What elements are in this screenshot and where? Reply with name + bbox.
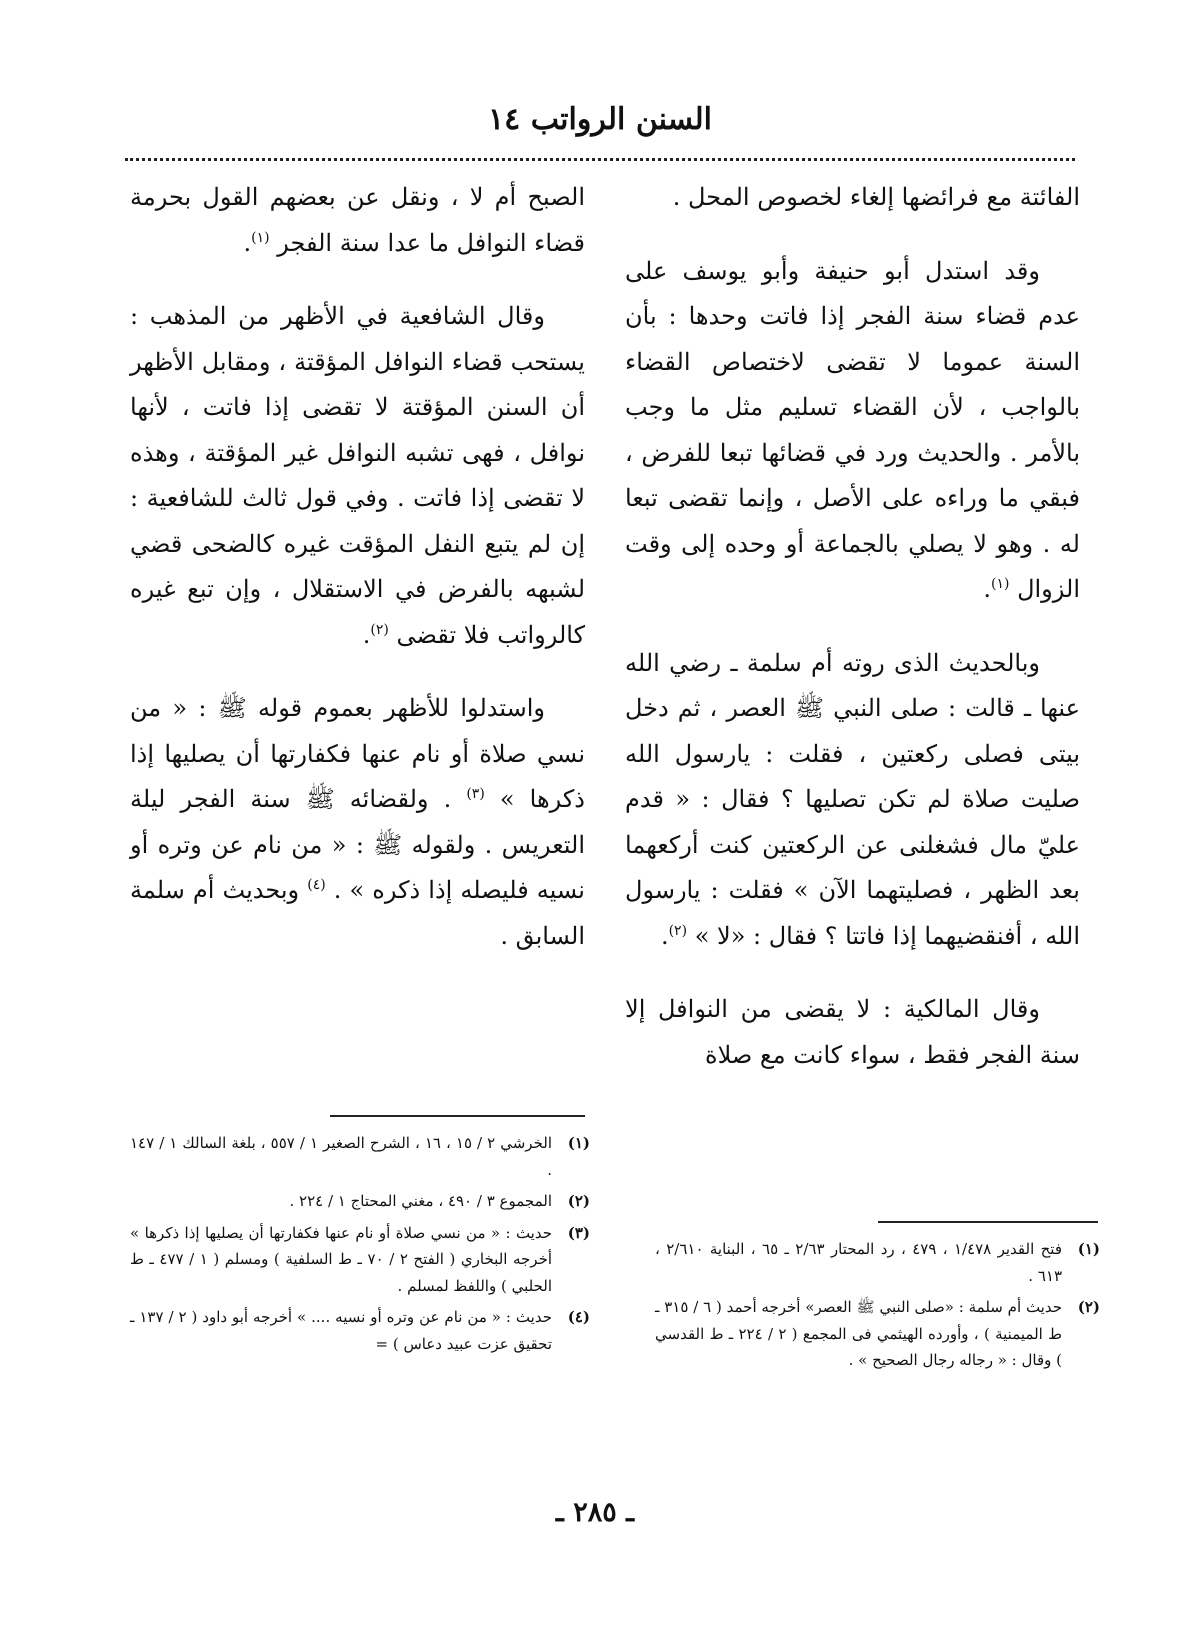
footnote <box>130 1188 590 1215</box>
footnote-marker: (٢) <box>370 621 389 638</box>
footnote-number: (١) <box>567 1134 590 1152</box>
footnote-text: المجموع ٣ / ٤٩٠ ، مغني المحتاج ١ / ٢٢٤ . <box>289 1192 552 1210</box>
paragraph-text: وبحديث أم سلمة السابق . <box>130 876 585 950</box>
right-paragraph-4 <box>625 987 1080 1078</box>
footnote-number: (٤) <box>567 1308 590 1326</box>
paragraph-end-punctuation: . <box>362 620 371 649</box>
footnote-number: (٣) <box>567 1223 590 1242</box>
paragraph-end-punctuation: . <box>243 228 252 257</box>
paragraph-text: واستدلوا للأظهر بعموم قوله ﷺ : « من نسي صلاة أو نام عنها فكفارتها أن يصليها إذا ذكرها » <box>130 694 585 813</box>
paragraph-text: . ولقضائه ﷺ سنة الفجر ليلة التعريس . ولقوله ﷺ : « من نام عن وتره أو نسيه فليصله إذا ذكره » . <box>130 785 585 904</box>
page-number: ـ ٢٨٥ ـ <box>555 1497 635 1528</box>
right-paragraph-3 <box>625 641 1080 960</box>
right-footnote-separator <box>878 1221 1098 1223</box>
left-text-column <box>130 175 585 959</box>
right-text-column <box>625 175 1080 1078</box>
paragraph-text: وقال الشافعية في الأظهر من المذهب : يستحب قضاء النوافل المؤقتة ، ومقابل الأظهر أن السنن المؤقتة لا تقضى إذا فاتت ، لأنها نوافل ، فهى تشبه النوافل غير المؤقتة ، وهذه لا تقضى إذا فاتت . وفي قول ثالث للشافعية : إن لم يتبع النفل المؤقت غيره كالضحى قضي لشبهه بالفرض في الاستقلال ، وإن تبع غيره كالرواتب فلا تقضى <box>130 302 586 649</box>
left-paragraph-3 <box>130 686 585 959</box>
paragraph-end-punctuation: . <box>660 921 669 950</box>
left-footnote-separator <box>330 1115 585 1117</box>
footnote <box>130 1220 590 1300</box>
footnote-marker: (١) <box>990 576 1010 592</box>
right-footnotes <box>655 1236 1100 1379</box>
footnote-number: (٢) <box>567 1192 590 1210</box>
footnote-text: حديث : « من نسي صلاة أو نام عنها فكفارتها أن يصليها إذا ذكرها » أخرجه البخاري ( الفتح ٢ / ٧٠ ـ ط السلفية ) ومسلم ( ١ / ٤٧٧ ـ ط الحلبي ) واللفظ لمسلم . <box>130 1223 553 1295</box>
right-paragraph-2 <box>625 249 1080 613</box>
footnote-text: حديث أم سلمة : «صلى النبي ﷺ العصر» أخرجه أحمد ( ٦ / ٣١٥ ـ ط الميمنية ) ، وأورده الهيثمي فى المجمع ( ٢ / ٢٢٤ ـ ط القدسي ) وقال : « رجاله رجال الصحيح » . <box>655 1298 1062 1369</box>
paragraph-text: وقال المالكية : لا يقضى من النوافل إلا سنة الفجر فقط ، سواء كانت مع صلاة <box>625 995 1080 1069</box>
footnote-text: فتح القدير ١/٤٧٨ ، ٤٧٩ ، رد المحتار ٢/٦٣ ـ ٦٥ ، البناية ٢/٦١٠ ، ٦١٣ . <box>655 1240 1062 1285</box>
footnote <box>655 1236 1100 1289</box>
footnote <box>130 1304 590 1357</box>
footnote-text: الخرشي ٢ / ١٥ ، ١٦ ، الشرح الصغير ١ / ٥٥٧ ، بلغة السالك ١ / ١٤٧ . <box>130 1134 553 1179</box>
footnote-text: حديث : « من نام عن وتره أو نسيه .... » أخرجه أبو داود ( ٢ / ١٣٧ ـ تحقيق عزت عبيد دعاس ) = <box>130 1308 552 1353</box>
running-header-title: السنن الرواتب ١٤ <box>488 102 712 137</box>
footnote-marker: (٢) <box>668 922 688 939</box>
footnote <box>130 1130 590 1183</box>
paragraph-text: الصبح أم لا ، ونقل عن بعضهم القول بحرمة قضاء النوافل ما عدا سنة الفجر <box>130 183 585 257</box>
footnote-marker: (٤) <box>307 877 326 893</box>
paragraph-text: وبالحديث الذى روته أم سلمة ـ رضي الله عنها ـ قالت : صلى النبي ﷺ العصر ، ثم دخل بيتى فصلى ركعتين ، فقلت : يارسول الله صليت صلاة لم تكن تصليها ؟ فقال : « قدم عليّ مال فشغلنى عن الركعتين كنت أركعهما بعد الظهر ، فصليتهما الآن » فقلت : يارسول الله ، أفنقضيهما إذا فاتتا ؟ فقال : «لا » <box>625 648 1080 950</box>
paragraph-end-punctuation: . <box>983 575 991 603</box>
footnote-number: (١) <box>1077 1240 1100 1258</box>
left-paragraph-2 <box>130 294 585 658</box>
left-footnotes <box>130 1130 590 1362</box>
footnote-marker: (١) <box>251 229 270 246</box>
paragraph-text: الفائتة مع فرائضها إلغاء لخصوص المحل . <box>672 183 1080 211</box>
footnote <box>655 1294 1100 1374</box>
left-paragraph-1 <box>130 175 585 266</box>
header-dotted-rule <box>125 158 1075 161</box>
paragraph-text: وقد استدل أبو حنيفة وأبو يوسف على عدم قضاء سنة الفجر إذا فاتت وحدها : بأن السنة عموما لا تقضى لاختصاص القضاء بالواجب ، لأن القضاء تسليم مثل ما وجب بالأمر . والحديث ورد في قضائها تبعا للفرض ، فبقي ما وراءه على الأصل ، وإنما تقضى تبعا له . وهو لا يصلي بالجماعة أو وحده إلى وقت الزوال <box>625 256 1080 603</box>
footnote-marker: (٣) <box>466 786 485 802</box>
right-paragraph-1 <box>625 175 1080 221</box>
footnote-number: (٢) <box>1077 1298 1100 1316</box>
